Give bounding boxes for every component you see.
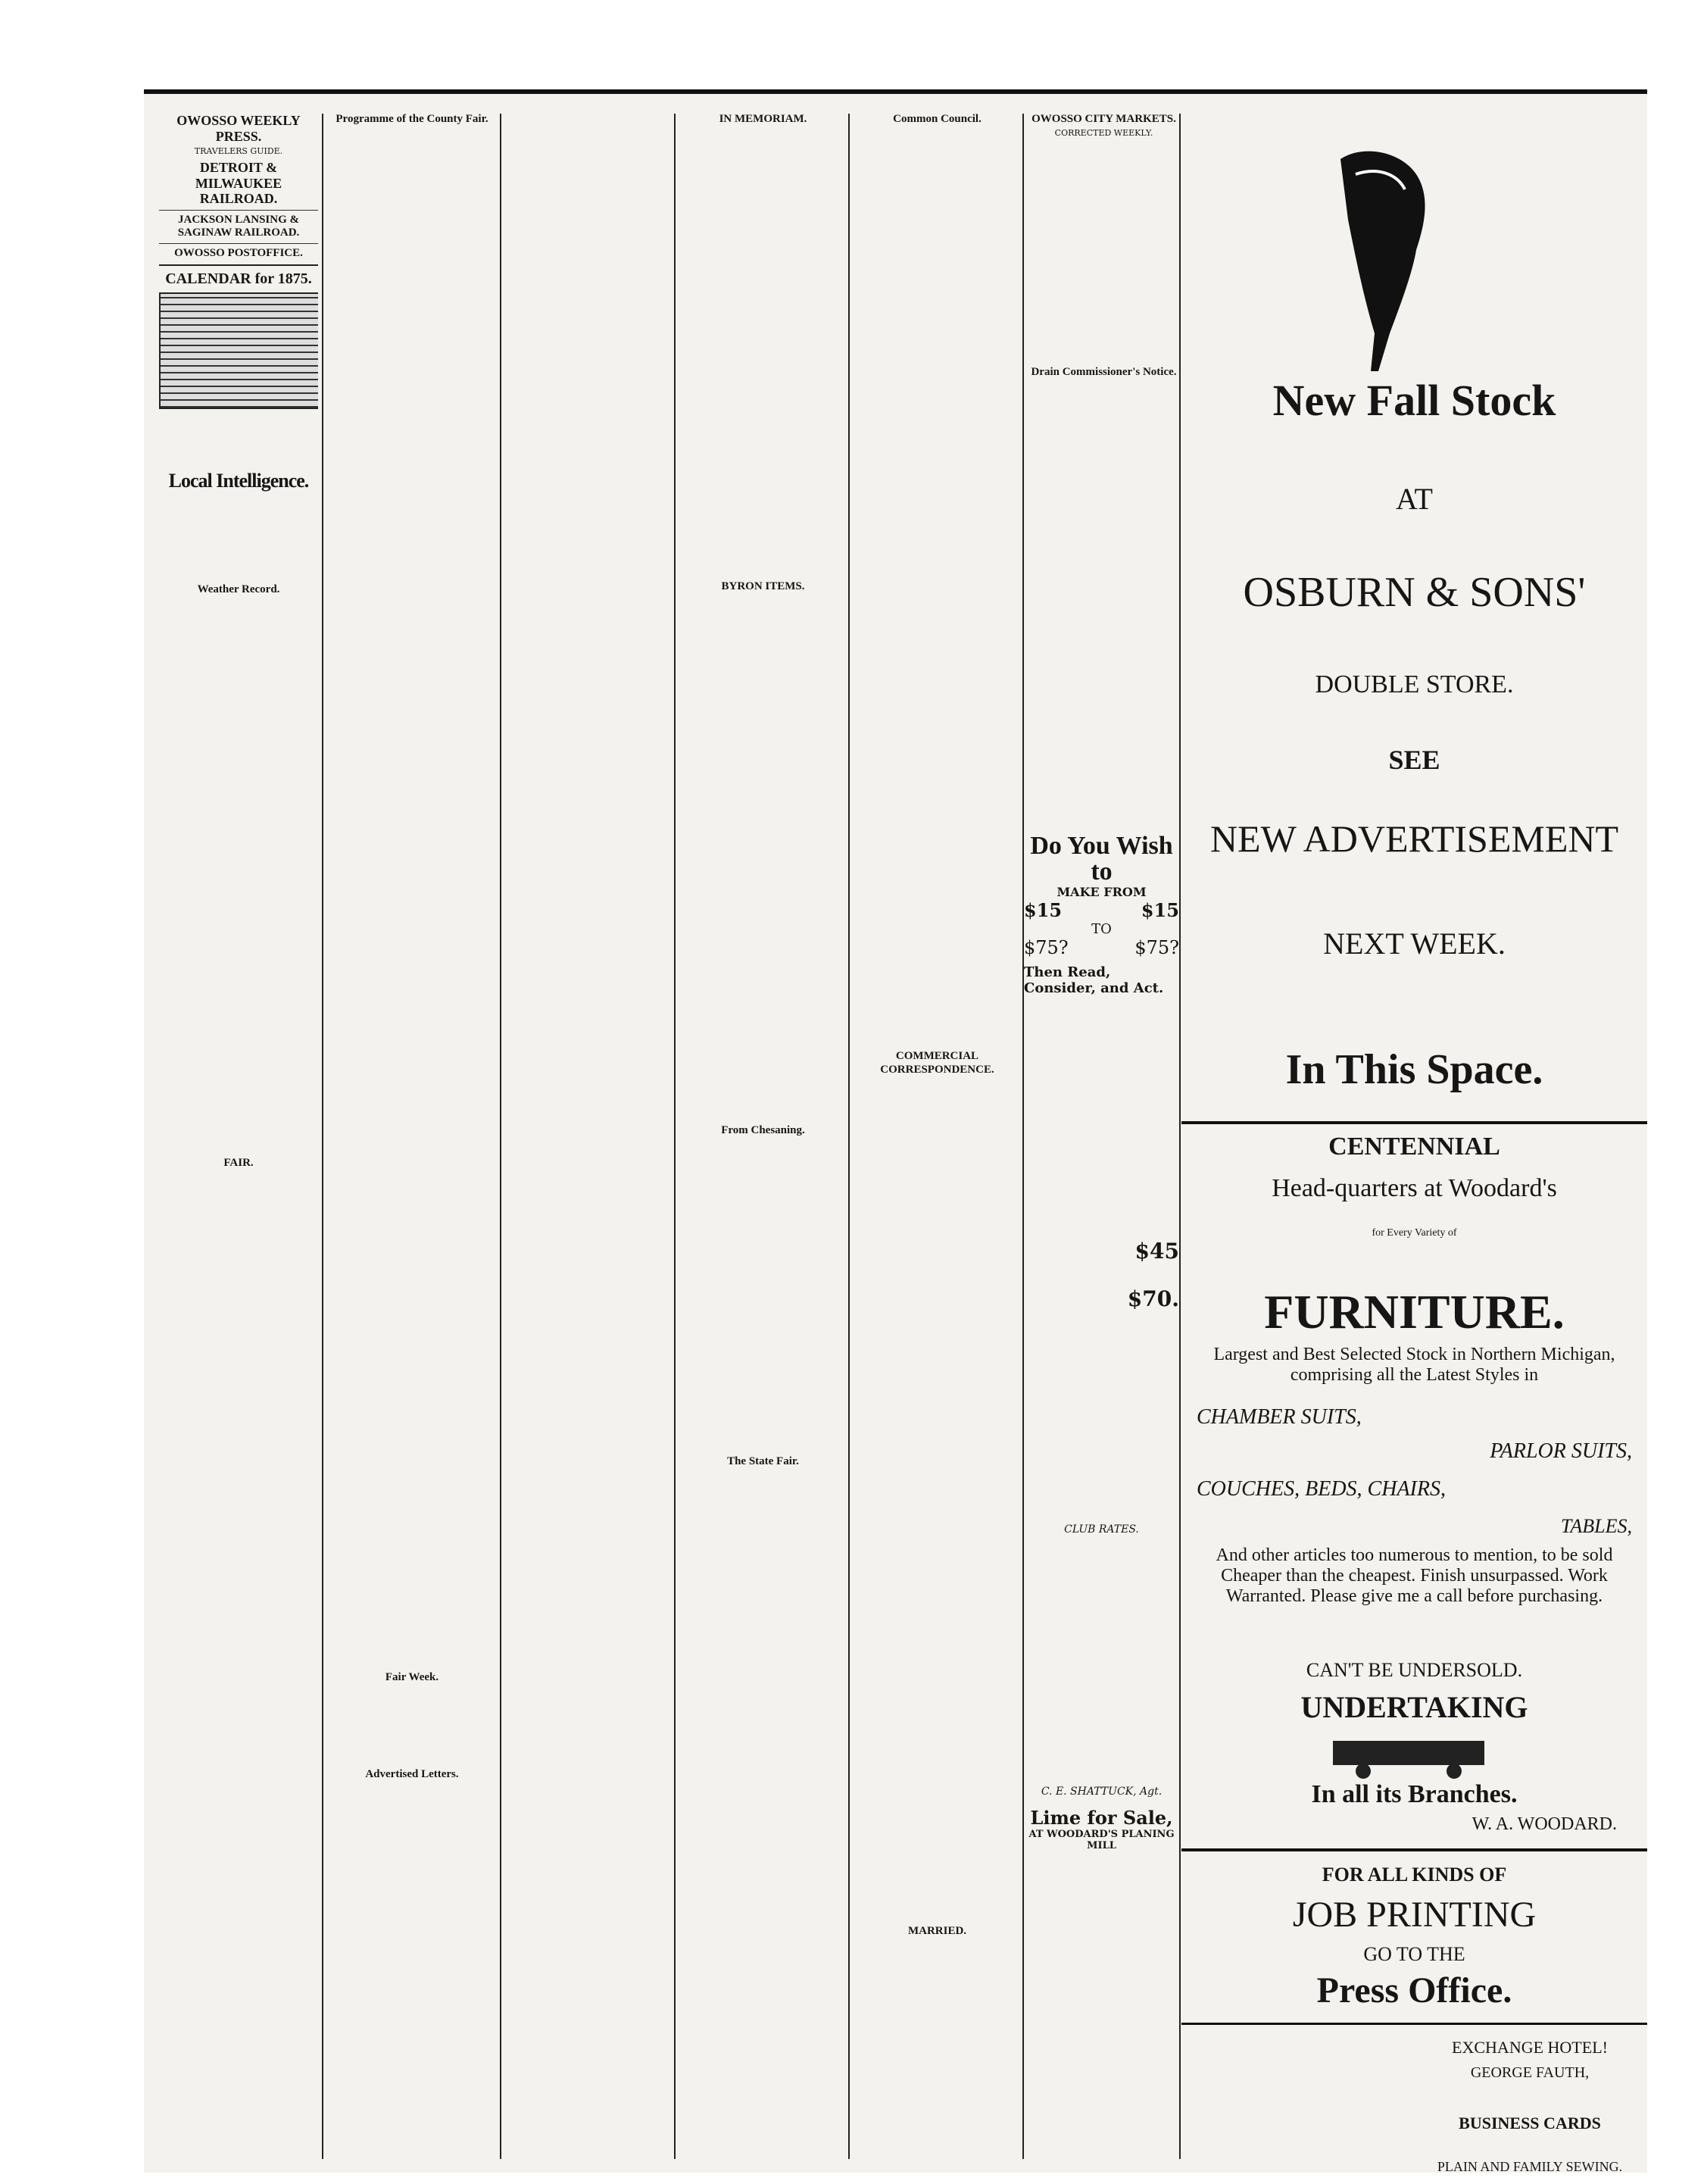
other-articles: And other articles too numerous to mention, to be sold Cheaper than the cheapest. Finish unsurpassed. Work Warranted. Please give me a call before purchasing. bbox=[1216, 1545, 1613, 1606]
markets-subheading: CORRECTED WEEKLY. bbox=[1054, 128, 1153, 139]
price-left: $15 bbox=[1024, 899, 1063, 921]
weather-heading: Weather Record. bbox=[197, 583, 280, 595]
price-70: $70. bbox=[1127, 1286, 1179, 1311]
programme-heading: Programme of the County Fair. bbox=[335, 113, 488, 125]
job-for: FOR ALL KINDS OF bbox=[1322, 1864, 1507, 1886]
lime-for-sale: Lime for Sale, bbox=[1030, 1807, 1173, 1829]
railroad-heading: DETROIT & MILWAUKEE RAILROAD. bbox=[195, 160, 282, 207]
column-rule bbox=[1179, 114, 1181, 2159]
fair-heading: FAIR. bbox=[223, 1156, 254, 1169]
right-advertisements bbox=[1181, 114, 1647, 2174]
column-5 bbox=[856, 110, 1019, 2155]
top-rule bbox=[144, 89, 1647, 94]
centennial-heading: CENTENNIAL bbox=[1328, 1133, 1500, 1161]
all-branches: In all its Branches. bbox=[1311, 1780, 1518, 1808]
calendar-title: CALENDAR for 1875. bbox=[165, 270, 312, 287]
to-label: TO bbox=[1091, 921, 1112, 937]
headquarters: Head-quarters at Woodard's bbox=[1272, 1174, 1557, 1202]
furniture-heading: FURNITURE. bbox=[1264, 1285, 1565, 1339]
george-fauth: GEORGE FAUTH, bbox=[1470, 2064, 1590, 2081]
job-printing: JOB PRINTING bbox=[1292, 1895, 1537, 1935]
column-4 bbox=[682, 110, 844, 2155]
state-fair-heading: The State Fair. bbox=[727, 1454, 799, 1467]
price-45: $45 bbox=[1134, 1239, 1179, 1264]
calendar-grid bbox=[159, 292, 318, 409]
column-rule bbox=[322, 114, 323, 2159]
undertaking-heading: UNDERTAKING bbox=[1300, 1690, 1528, 1724]
price-right: $15 bbox=[1141, 899, 1179, 921]
paper-title: OWOSSO WEEKLY PRESS. bbox=[176, 113, 301, 144]
chamber-suits: CHAMBER SUITS, bbox=[1197, 1405, 1362, 1429]
couches-beds-chairs: COUCHES, BEDS, CHAIRS, bbox=[1197, 1477, 1446, 1501]
fall-stock-heading: New Fall Stock bbox=[1272, 376, 1556, 425]
column-2 bbox=[329, 110, 495, 2155]
largest-stock: Largest and Best Selected Stock in Northern Michigan, comprising all the Latest Styles in bbox=[1213, 1345, 1615, 1385]
go-to-the: GO TO THE bbox=[1363, 1943, 1465, 1965]
osburn-heading: OSBURN & SONS' bbox=[1243, 569, 1586, 616]
variety: for Every Variety of bbox=[1372, 1227, 1457, 1239]
new-advertisement: NEW ADVERTISEMENT bbox=[1209, 817, 1619, 860]
planing-mill: AT WOODARD'S PLANING MILL bbox=[1028, 1829, 1175, 1851]
business-cards: BUSINESS CARDS bbox=[1459, 2114, 1601, 2132]
drain-notice-heading: Drain Commissioner's Notice. bbox=[1031, 365, 1177, 378]
column-rule bbox=[500, 114, 501, 2159]
tables: TABLES, bbox=[1560, 1515, 1632, 1537]
wish-heading: Do You Wish to bbox=[1030, 832, 1173, 886]
column-rule bbox=[848, 114, 850, 2159]
local-intelligence-heading: Local Intelligence. bbox=[168, 469, 309, 492]
column-6 bbox=[1030, 110, 1178, 822]
council-heading: Common Council. bbox=[893, 113, 982, 125]
pointing-hand-icon bbox=[1333, 144, 1447, 386]
married-heading: MARRIED. bbox=[907, 1924, 967, 1937]
price-left-2: $75? bbox=[1024, 937, 1069, 958]
hearse-icon bbox=[1318, 1735, 1500, 1780]
club-rates: CLUB RATES. bbox=[1064, 1523, 1139, 1536]
memoriam-heading: IN MEMORIAM. bbox=[719, 113, 807, 125]
double-store: DOUBLE STORE. bbox=[1315, 670, 1514, 698]
see-label: SEE bbox=[1388, 745, 1440, 775]
read-consider: Then Read, Consider, and Act. bbox=[1024, 964, 1164, 996]
woodard-name: W. A. WOODARD. bbox=[1471, 1814, 1617, 1834]
postoffice-heading: OWOSSO POSTOFFICE. bbox=[174, 246, 303, 259]
make-from: MAKE FROM bbox=[1056, 885, 1147, 899]
letters-heading: Advertised Letters. bbox=[365, 1767, 459, 1780]
column-rule bbox=[674, 114, 676, 2159]
commercial-heading: COMMERCIAL CORRESPONDENCE. bbox=[880, 1050, 994, 1076]
press-office: Press Office. bbox=[1316, 1970, 1512, 2011]
sewing-machine-ad bbox=[1024, 833, 1179, 1851]
shattuck-agent: C. E. SHATTUCK, Agt. bbox=[1041, 1786, 1163, 1798]
chesaning-heading: From Chesaning. bbox=[721, 1123, 805, 1136]
plain-sewing: PLAIN AND FAMILY SEWING. bbox=[1437, 2159, 1623, 2174]
at-label: AT bbox=[1396, 482, 1433, 516]
travelers-guide: TRAVELERS GUIDE. bbox=[194, 146, 283, 157]
fair-week-heading: Fair Week. bbox=[385, 1671, 439, 1684]
in-this-space: In This Space. bbox=[1285, 1046, 1543, 1093]
markets-heading: OWOSSO CITY MARKETS. bbox=[1031, 113, 1176, 125]
parlor-suits: PARLOR SUITS, bbox=[1490, 1439, 1632, 1463]
cant-be-undersold: CAN'T BE UNDERSOLD. bbox=[1306, 1659, 1523, 1681]
price-right-2: $75? bbox=[1134, 937, 1179, 958]
next-week: NEXT WEEK. bbox=[1323, 926, 1506, 961]
railroad-heading-2: JACKSON LANSING & SAGINAW RAILROAD. bbox=[177, 214, 300, 239]
exchange-hotel: EXCHANGE HOTEL! bbox=[1452, 2038, 1608, 2057]
byron-heading: BYRON ITEMS. bbox=[721, 580, 805, 593]
column-1 bbox=[159, 110, 318, 2155]
